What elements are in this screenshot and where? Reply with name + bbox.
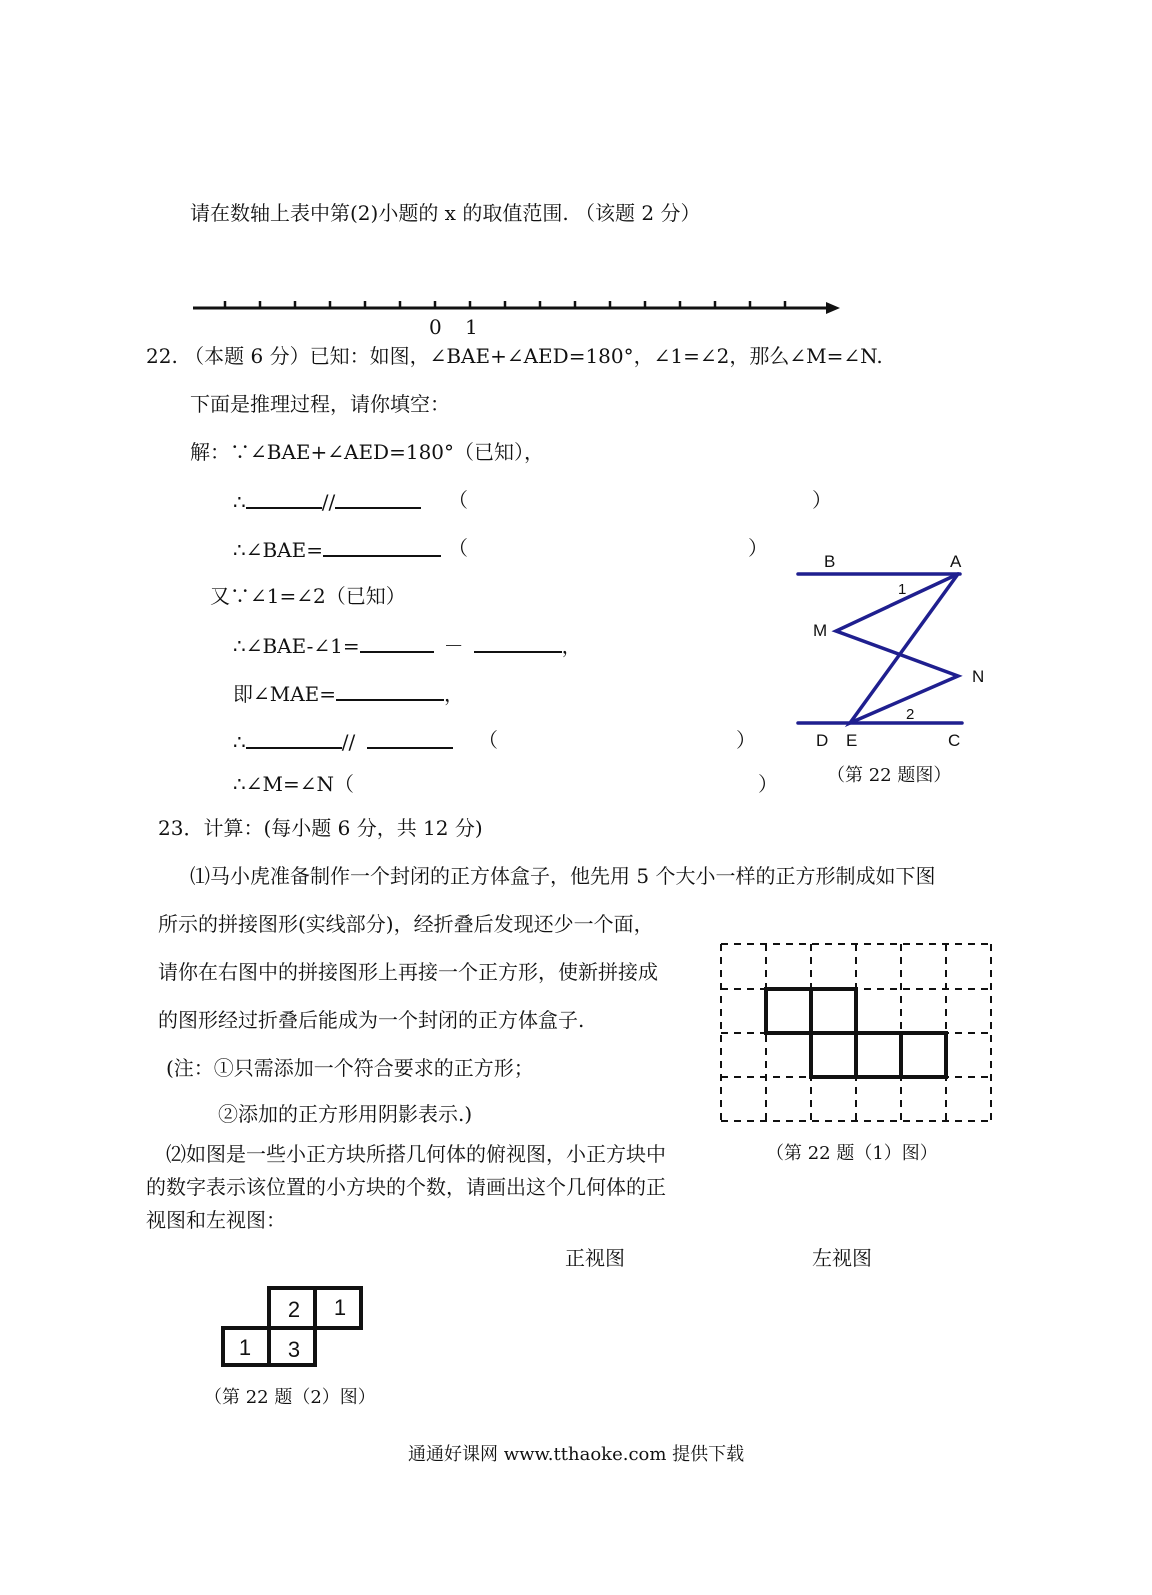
reason-paren-open: （ <box>448 536 468 560</box>
q23-p1-line4: 的图形经过折叠后能成为一个封闭的正方体盒子. <box>158 1008 585 1032</box>
q22-line4: 又∵∠1=∠2（已知） <box>210 584 406 608</box>
q22-line3 <box>233 535 441 563</box>
reason-paren-open: （ <box>448 488 468 512</box>
q22-figure-caption: （第 22 题图） <box>827 765 952 786</box>
q22-prompt: 下面是推理过程，请你填空： <box>190 392 450 416</box>
q22-header: 22. （本题 6 分）已知：如图，∠BAE+∠AED=180°，∠1=∠2，那么∠M=∠N. <box>146 344 883 368</box>
q22-line5 <box>233 631 582 659</box>
parallel-symbol: // <box>341 730 356 754</box>
therefore-symbol: ∴ <box>233 730 246 754</box>
grid-caption: （第 22 题（1）图） <box>766 1143 938 1164</box>
label-d: D <box>816 731 829 750</box>
q22-line7 <box>233 727 453 755</box>
number-line <box>0 290 1152 350</box>
answer-blank[interactable] <box>367 727 453 749</box>
net-grid-figure[interactable] <box>719 942 995 1126</box>
label-n: N <box>972 667 985 686</box>
q23-note2: ②添加的正方形用阴影表示.) <box>218 1102 473 1126</box>
line5-text: ∴∠BAE-∠1= <box>233 634 360 658</box>
label-angle-1: 1 <box>898 581 907 598</box>
comma: ， <box>561 634 582 658</box>
front-view-label: 正视图 <box>565 1246 625 1270</box>
answer-blank[interactable] <box>360 631 434 653</box>
label-m: M <box>813 621 828 640</box>
numberline-label-one: 1 <box>465 315 478 339</box>
reason-paren-close: ） <box>748 536 768 560</box>
numberline-instruction: 请在数轴上表中第(2)小题的 x 的取值范围. （该题 2 分） <box>190 201 701 225</box>
answer-blank[interactable] <box>335 487 421 509</box>
topview-number: 3 <box>287 1337 301 1362</box>
numberline-label-zero: 0 <box>429 315 442 339</box>
q22-figure <box>780 545 1010 755</box>
reason-paren-open: （ <box>478 728 498 752</box>
topview-number: 1 <box>238 1335 252 1360</box>
label-b: B <box>824 552 836 571</box>
therefore-symbol: ∴ <box>233 490 246 514</box>
q22-line1: 解：∵∠BAE+∠AED=180°（已知）， <box>190 440 545 464</box>
footer-text: 通通好课网 www.tthaoke.com 提供下载 <box>408 1444 745 1465</box>
q23-p2-line2: 的数字表示该位置的小方块的个数，请画出这个几何体的正 <box>146 1175 666 1199</box>
q23-p1-line1: ⑴马小虎准备制作一个封闭的正方体盒子，他先用 5 个大小一样的正方形制成如下图 <box>190 864 936 888</box>
label-a: A <box>950 552 962 571</box>
label-c: C <box>948 731 961 750</box>
minus-sign: － <box>443 634 464 658</box>
q23-p1-line3: 请你在右图中的拼接图形上再接一个正方形，使新拼接成 <box>158 960 658 984</box>
topview-caption: （第 22 题（2）图） <box>204 1387 376 1408</box>
q23-p1-line2: 所示的拼接图形(实线部分)，经折叠后发现还少一个面， <box>158 912 654 936</box>
label-angle-2: 2 <box>906 706 915 723</box>
q23-header: 23．计算：(每小题 6 分，共 12 分) <box>158 816 483 840</box>
answer-blank[interactable] <box>246 487 322 509</box>
topview-number: 1 <box>333 1295 347 1320</box>
line6-text: 即∠MAE= <box>233 682 337 706</box>
topview-number: 2 <box>287 1297 301 1322</box>
label-e: E <box>846 731 858 750</box>
q22-line8: ∴∠M=∠N（ <box>233 772 354 796</box>
answer-blank[interactable] <box>246 727 342 749</box>
q23-note1: (注：①只需添加一个符合要求的正方形； <box>166 1056 534 1080</box>
line3-text: ∴∠BAE= <box>233 538 323 562</box>
q22-line2 <box>233 487 421 515</box>
q23-p2-line1: ⑵如图是一些小正方块所搭几何体的俯视图，小正方块中 <box>166 1142 666 1166</box>
answer-blank[interactable] <box>323 535 441 557</box>
reason-paren-close: ） <box>736 728 756 752</box>
answer-blank[interactable] <box>474 631 562 653</box>
comma: ， <box>444 682 465 706</box>
answer-blank[interactable] <box>336 679 444 701</box>
reason-paren-close: ） <box>758 772 778 796</box>
parallel-symbol: // <box>321 490 336 514</box>
q23-p2-line3: 视图和左视图： <box>146 1208 286 1232</box>
q22-line6 <box>233 679 464 707</box>
left-view-label: 左视图 <box>812 1246 872 1270</box>
reason-paren-close: ） <box>812 488 832 512</box>
